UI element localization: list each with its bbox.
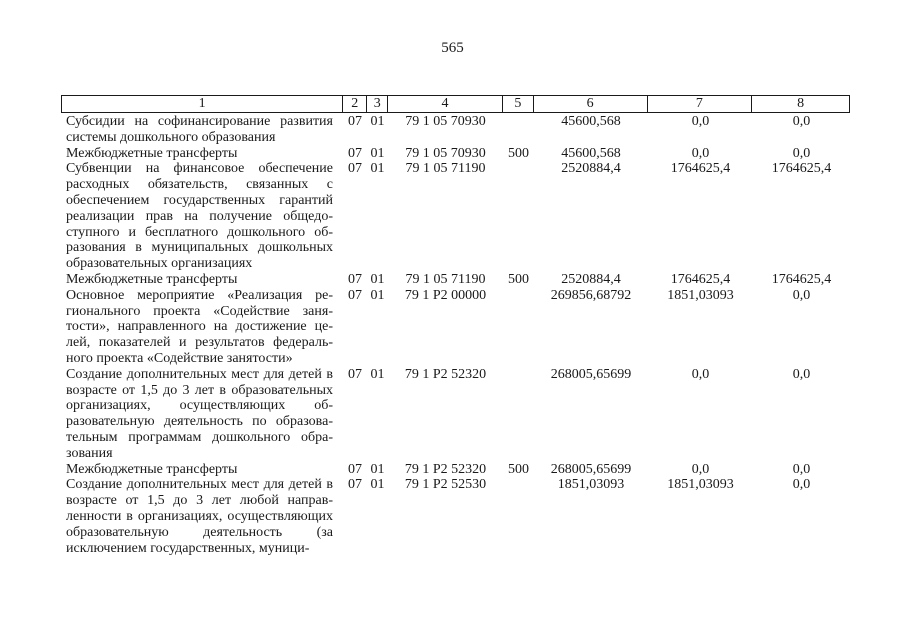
row-code: 79 1 05 70930 xyxy=(405,145,486,161)
row-section: 07 xyxy=(348,161,362,177)
header-col-5: 5 xyxy=(503,96,534,112)
row-code: 79 1 P2 00000 xyxy=(404,287,487,303)
row-type xyxy=(503,367,534,462)
row-name: Межбюджетные трансферты xyxy=(66,145,238,161)
header-col-8: 8 xyxy=(797,96,805,111)
row-section: 07 xyxy=(348,271,362,287)
row-type: 500 xyxy=(508,271,529,287)
row-code: 79 1 05 71190 xyxy=(405,271,486,287)
table-row xyxy=(61,477,850,556)
row-code: 79 1 P2 52530 xyxy=(404,477,487,493)
row-value-7: 1851,03093 xyxy=(667,287,734,303)
row-value-7: 0,0 xyxy=(691,114,710,129)
row-subsection: 01 xyxy=(370,477,385,493)
header-col-7: 7 xyxy=(648,96,753,112)
table-row xyxy=(61,462,850,478)
row-type xyxy=(503,161,534,272)
row-value-8: 0,0 xyxy=(792,145,811,161)
row-section: 07 xyxy=(348,287,362,303)
row-subsection: 01 xyxy=(370,366,385,382)
row-section: 07 xyxy=(348,366,362,382)
row-value-8: 0,0 xyxy=(792,114,811,129)
row-subsection: 01 xyxy=(370,161,385,177)
row-value-8: 0,0 xyxy=(792,287,811,303)
row-section: 07 xyxy=(348,477,362,493)
row-type xyxy=(503,288,534,367)
row-subsection: 01 xyxy=(370,287,385,303)
row-value-6: 269856,68792 xyxy=(550,287,632,303)
row-name: Межбюджетные трансферты xyxy=(66,461,238,477)
row-value-8: 0,0 xyxy=(792,461,811,477)
header-col-6: 6 xyxy=(534,96,648,112)
row-subsection: 01 xyxy=(370,114,385,129)
row-value-7: 1851,03093 xyxy=(667,477,734,493)
row-value-6: 1851,03093 xyxy=(557,477,625,493)
row-subsection: 01 xyxy=(370,145,385,161)
row-section: 07 xyxy=(348,114,362,129)
row-value-8: 0,0 xyxy=(792,477,811,493)
row-type xyxy=(503,114,534,146)
row-value-6: 2520884,4 xyxy=(561,271,621,287)
row-code: 79 1 P2 52320 xyxy=(404,366,487,382)
row-value-6: 45600,568 xyxy=(561,114,621,129)
row-value-8: 1764625,4 xyxy=(771,161,832,177)
row-type: 500 xyxy=(508,461,529,477)
row-type xyxy=(503,477,534,556)
header-col-1: 1 xyxy=(62,96,343,112)
row-value-6: 268005,65699 xyxy=(550,366,632,382)
table-header xyxy=(61,95,850,113)
row-value-6: 268005,65699 xyxy=(550,461,632,477)
row-name: Межбюджетные трансферты xyxy=(66,271,238,287)
table-body xyxy=(61,114,850,556)
header-col-3: 3 xyxy=(367,96,388,112)
row-value-7: 0,0 xyxy=(691,366,710,382)
row-value-7: 1764625,4 xyxy=(670,271,731,287)
table-row xyxy=(61,161,850,272)
row-name: Субвенции на финансовое обеспечение расходных обязательств, связанных с обеспечением государственных гарантий реализации прав на получение общедоступного и бесплатного дошкольного образования в муниципальных дошкольных образовательных организациях xyxy=(66,161,333,272)
row-name: Создание дополнительных мест для детей в возрасте от 1,5 до 3 лет в образовательных организациях, осуществляющих образовательную деятельность по образовательным программам дошкольного образования xyxy=(66,366,333,461)
row-value-8: 1764625,4 xyxy=(771,271,832,287)
row-section: 07 xyxy=(348,461,362,477)
row-value-6: 2520884,4 xyxy=(561,161,621,177)
row-subsection: 01 xyxy=(370,461,385,477)
row-type: 500 xyxy=(508,145,529,161)
table-row xyxy=(61,288,850,367)
row-subsection: 01 xyxy=(370,271,385,287)
row-code: 79 1 05 71190 xyxy=(405,161,486,177)
row-value-7: 0,0 xyxy=(691,461,710,477)
row-value-7: 1764625,4 xyxy=(670,161,731,177)
table-row xyxy=(61,114,850,146)
page-number: 565 xyxy=(441,40,464,56)
table-row xyxy=(61,146,850,162)
row-name: Основное мероприятие «Реализация регионального проекта «Содействие занятости», направленного на достижение целей, показателей и результатов федерального проекта «Содействие занятости» xyxy=(66,287,333,366)
row-value-6: 45600,568 xyxy=(561,145,621,161)
table-row xyxy=(61,272,850,288)
row-section: 07 xyxy=(348,145,362,161)
row-value-8: 0,0 xyxy=(792,366,811,382)
row-name: Создание дополнительных мест для детей в возрасте от 1,5 до 3 лет любой направленности в организациях, осуществляющих образовательную деятельность (за исключением государственных, муници- xyxy=(66,477,333,556)
header-col-2: 2 xyxy=(343,96,367,112)
row-name: Субсидии на софинансирование развития системы дошкольного образования xyxy=(66,114,333,145)
header-col-4: 4 xyxy=(388,96,503,112)
row-code: 79 1 P2 52320 xyxy=(404,461,487,477)
table-row xyxy=(61,367,850,462)
row-value-7: 0,0 xyxy=(691,145,710,161)
row-code: 79 1 05 70930 xyxy=(405,114,486,129)
